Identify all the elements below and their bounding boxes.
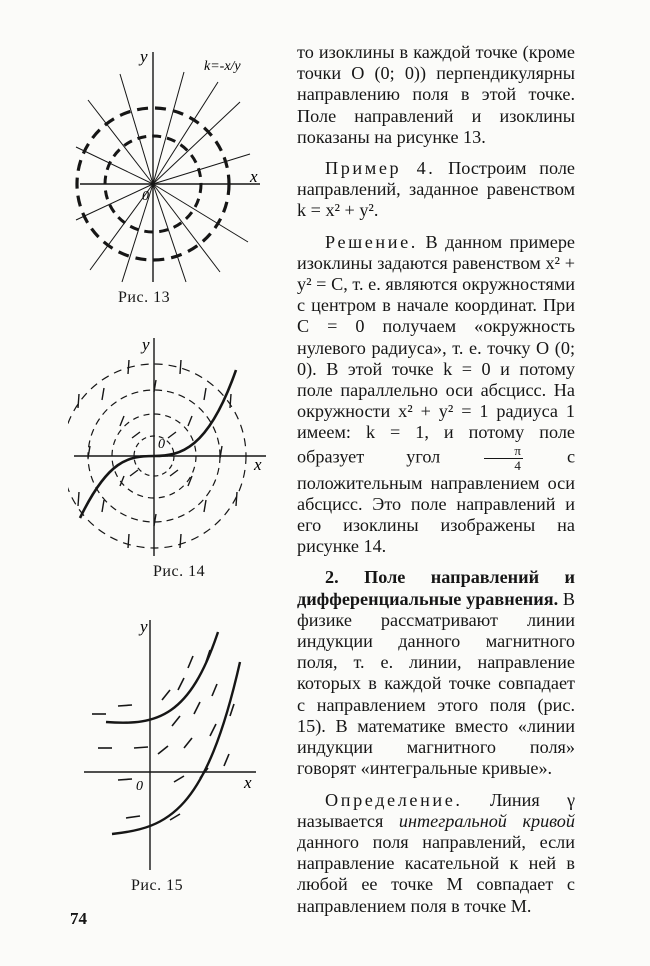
y-axis-label: y	[140, 47, 148, 66]
pi-over-4-fraction	[484, 444, 523, 473]
integral-curve-lower	[112, 662, 240, 834]
text-column	[297, 42, 575, 917]
paragraph-1: то изоклины в каждой точке (кроме точки O (0; 0)) перпендикулярны направлению поля в этой точке. Поле направлений и изоклины показаны на рисунке 13.	[297, 42, 575, 147]
figure-14	[68, 330, 278, 562]
x-axis-label: x	[244, 773, 252, 792]
isocline-formula: k=-x/y	[204, 59, 241, 74]
fraction-denominator: 4	[514, 457, 521, 473]
definition-term: интегральной кривой	[398, 810, 575, 831]
fraction-numerator: π	[484, 444, 523, 459]
solution-body-b: с положительным направлением оси абсцисс. Это поле направлений и его изоклины изображены на рисунке 14.	[297, 446, 576, 557]
integral-curve-upper	[106, 632, 218, 723]
solution-body-a: В данном примере изоклины задаются равенством x² + y² = C, т. е. являются окружностями с центром в начале координат. При C = 0 получаем «окружность нулевого радиуса», т. е. точку O (0; 0). В этой точке k = 0 и потому поле параллельно оси абсцисс. На окружности x² + y² = 1 радиуса 1 имеем: k = 1, и потому поле образует угол	[297, 231, 575, 467]
figure-15-diagram	[78, 612, 270, 874]
solution-lead: Решение.	[325, 231, 418, 252]
y-axis-label: y	[140, 617, 148, 636]
origin-label: 0	[142, 189, 149, 204]
figure-13	[70, 42, 270, 290]
direction-arrows	[92, 650, 234, 820]
radial-isoclines	[76, 72, 250, 282]
figure-14-diagram	[68, 330, 278, 562]
paragraph-solution	[297, 232, 575, 558]
page-number: 74	[70, 909, 87, 928]
y-axis-label: y	[142, 335, 150, 354]
figure-15-caption: Рис. 15	[131, 877, 184, 894]
example-4-body: Построим поле направлений, заданное равенством k = x² + y².	[297, 158, 575, 221]
figure-13-caption: Рис. 13	[118, 289, 171, 306]
x-axis-label: x	[254, 455, 262, 474]
figure-13-diagram	[70, 42, 270, 290]
definition-lead: Определение.	[325, 789, 463, 810]
example-4-lead: Пример 4.	[325, 158, 436, 179]
origin-label: 0	[158, 437, 165, 452]
definition-body-a: Линия γ называется	[297, 789, 575, 831]
origin-label: 0	[136, 779, 143, 794]
section-2-paragraph	[297, 567, 575, 779]
direction-arrows	[78, 360, 237, 548]
section-2-body: В физике рассматривают линии индукции данного магнитного поля, т. е. линии, направление которых в каждой точке совпадает с направлением этого поля (рис. 15). В математике вместо «линии индукции магнитного поля» говорят «интегральные кривые».	[297, 588, 575, 779]
definition-body-b: данного поля направлений, если направление касательной к ней в любой ее точке M совпадает с направлением поля в точке M.	[297, 831, 575, 916]
figure-15	[78, 612, 270, 874]
figure-14-caption: Рис. 14	[153, 563, 206, 580]
x-axis-label: x	[250, 167, 258, 186]
paragraph-definition	[297, 790, 575, 917]
paragraph-example-4	[297, 158, 575, 222]
section-2-heading: 2. Поле направлений и дифференциальные уравнения.	[297, 567, 575, 609]
